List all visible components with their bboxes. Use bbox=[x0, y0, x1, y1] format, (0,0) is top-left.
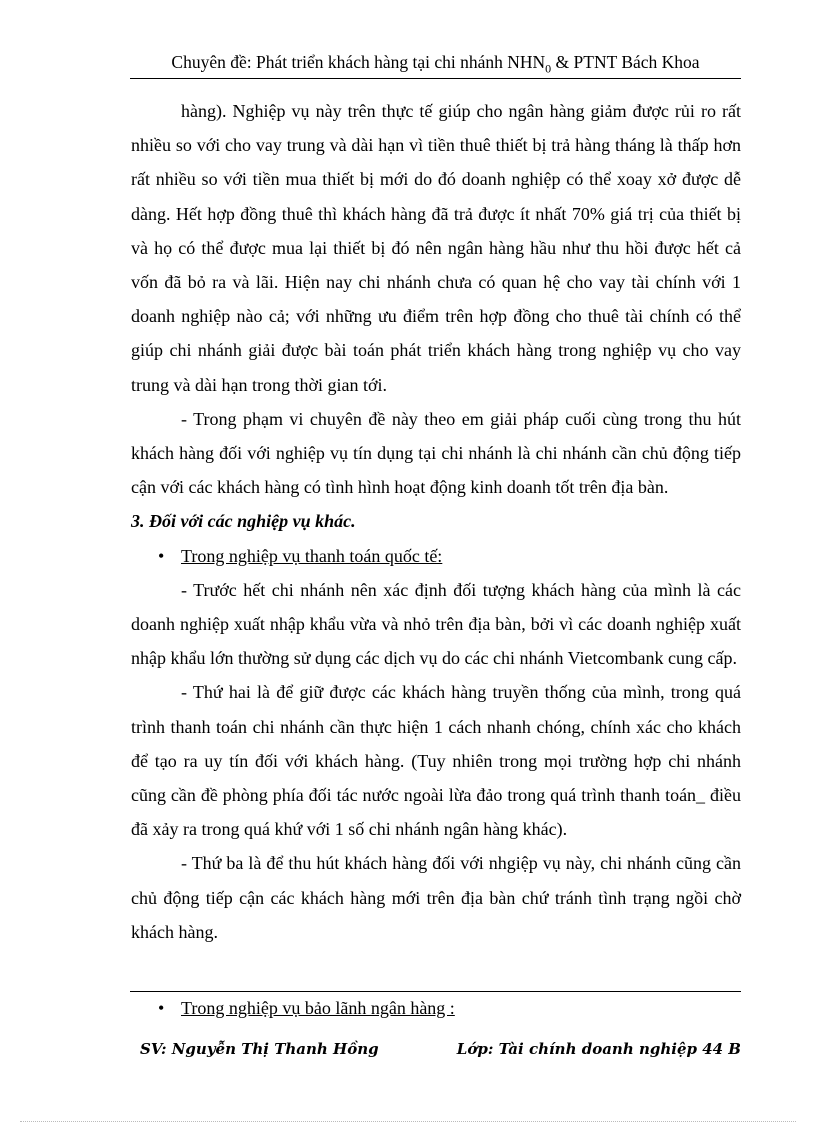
header-rule bbox=[130, 78, 741, 79]
document-body bbox=[131, 94, 741, 949]
bullet-label: Trong nghiệp vụ bảo lãnh ngân hàng : bbox=[181, 998, 455, 1018]
paragraph-credit-solution: - Trong phạm vi chuyên đề này theo em giải pháp cuối cùng trong thu hút khách hàng đối với nghiệp vụ tín dụng tại chi nhánh là chi nhánh cần chủ động tiếp cận với các khách hàng có tình hình hoạt động kinh doanh tốt trên địa bàn. bbox=[131, 408, 741, 498]
header-title-subscript: 0 bbox=[545, 61, 552, 76]
paragraph-leasing: hàng). Nghiệp vụ này trên thực tế giúp cho ngân hàng giảm được rủi ro rất nhiều so với cho vay trung và dài hạn vì tiền thuê thiết bị trả hàng tháng là thấp hơn rất nhiều so với tiền mua thiết bị mới do đó doanh nghiệp có thể xoay xở được dễ dàng. Hết hợp đồng thuê thì khách hàng đã trả được ít nhất 70% giá trị của thiết bị và họ có thể được mua lại thiết bị đó nên ngân hàng hầu như thu hồi được hết cả vốn đã bỏ ra và lãi. Hiện nay chi nhánh chưa có quan hệ cho vay tài chính với 1 doanh nghiệp nào cả; với những ưu điểm trên hợp đồng cho thuê tài chính có thể giúp chi nhánh giải được bài toán phát triển khách hàng trong nghiệp vụ cho vay trung và dài hạn trong thời gian tới. bbox=[131, 101, 741, 395]
paragraph-first-point: - Trước hết chi nhánh nên xác định đối tượng khách hàng của mình là các doanh nghiệp xuất nhập khẩu vừa và nhỏ trên địa bàn, bởi vì các doanh nghiệp xuất nhập khẩu lớn thường sử dụng các dịch vụ do các chi nhánh Vietcombank cung cấp. bbox=[131, 579, 741, 669]
paragraph-third-point: - Thứ ba là để thu hút khách hàng đối với nhgiệp vụ này, chi nhánh cũng cần chủ động tiếp cận các khách hàng mới trên địa bàn chứ tránh tình trạng ngồi chờ khách hàng. bbox=[131, 853, 741, 942]
page-header bbox=[130, 50, 741, 81]
section-heading: 3. Đối với các nghiệp vụ khác. bbox=[131, 511, 356, 532]
paragraph-second-point: - Thứ hai là để giữ được các khách hàng truyền thống của mình, trong quá trình thanh toán chi nhánh cần thực hiện 1 cách nhanh chóng, chính xác cho khách để tạo ra uy tín đối với khách hàng. (Tuy nhiên trong mọi trường hợp chi nhánh cũng cần đề phòng phía đối tác nước ngoài lừa đảo trong quá trình thanh toán_ điều đã xảy ra trong quá khứ với 1 số chi nhánh ngân hàng khác). bbox=[131, 682, 741, 840]
page-edge-divider bbox=[20, 1121, 796, 1122]
bullet-guarantee bbox=[131, 991, 741, 1025]
bullet-label: Trong nghiệp vụ thanh toán quốc tế: bbox=[181, 545, 443, 566]
footer-student: SV: Nguyễn Thị Thanh Hồng bbox=[140, 1040, 379, 1058]
bullet-icon: • bbox=[158, 998, 165, 1018]
bullet-icon: • bbox=[158, 545, 165, 566]
header-title-prefix: Chuyên đề: Phát triển khách hàng tại chi nhánh NHN bbox=[171, 52, 546, 72]
bullet-international-payment bbox=[131, 539, 741, 573]
footer-class: Lớp: Tài chính doanh nghiệp 44 B bbox=[456, 1040, 741, 1058]
header-title-suffix: & PTNT Bách Khoa bbox=[551, 52, 700, 72]
